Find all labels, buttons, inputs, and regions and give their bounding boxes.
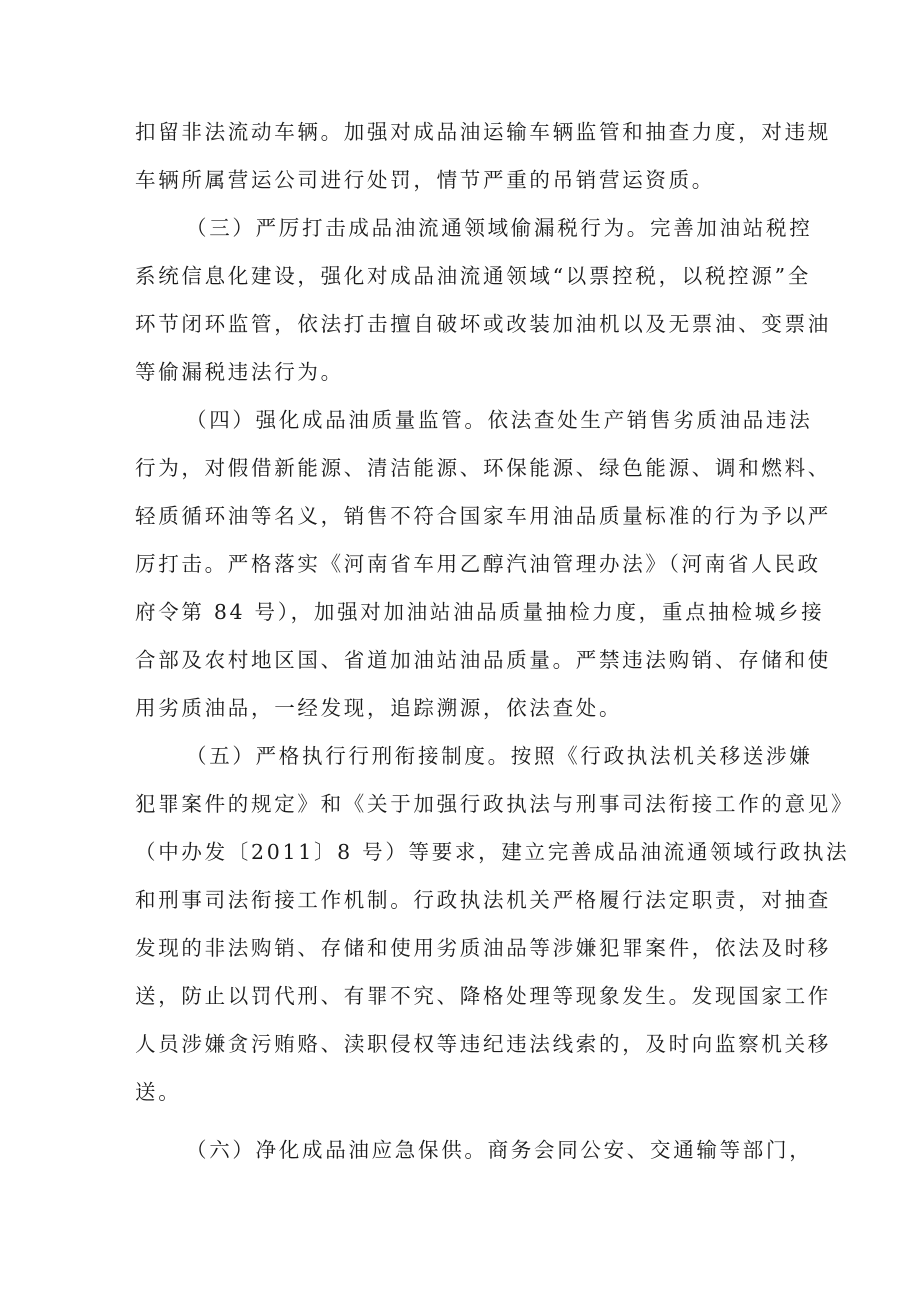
text-line: （四）强化成品油质量监管。依法查处生产销售劣质油品违法: [186, 408, 813, 432]
text-line: 扣留非法流动车辆。加强对成品油运输车辆监管和抽查力度，对违规: [135, 120, 831, 144]
text-line: 车辆所属营运公司进行处罚，情节严重的吊销营运资质。: [135, 168, 715, 192]
text-line: 等偷漏税违法行为。: [135, 360, 344, 384]
text-line: （六）净化成品油应急保供。商务会同公安、交通输等部门，: [186, 1138, 813, 1162]
text-line: 送。: [135, 1080, 182, 1104]
text-line: 环节闭环监管，依法打击擅自破坏或改装加油机以及无票油、变票油: [135, 312, 831, 336]
text-line: （三）严厉打击成品油流通领域偷漏税行为。完善加油站税控: [186, 216, 813, 240]
text-line: 合部及农村地区国、省道加油站油品质量。严禁违法购销、存储和使: [135, 648, 831, 672]
text-line: 府令第 84 号），加强对加油站油品质量抽检力度，重点抽检城乡接: [135, 600, 825, 624]
text-line: 犯罪案件的规定》和《关于加强行政执法与刑事司法衔接工作的意见》: [135, 792, 855, 816]
text-line: 和刑事司法衔接工作机制。行政执法机关严格履行法定职责，对抽查: [135, 888, 831, 912]
text-line: 人员涉嫌贪污贿赂、渎职侵权等违纪违法线索的，及时向监察机关移: [135, 1032, 831, 1056]
text-line: 厉打击。严格落实《河南省车用乙醇汽油管理办法》（河南省人民政: [135, 552, 821, 576]
text-line: 系统信息化建设，强化对成品油流通领域“以票控税，以税控源”全: [135, 264, 811, 288]
text-line: 用劣质油品，一经发现，追踪溯源，依法查处。: [135, 696, 623, 720]
text-line: 行为，对假借新能源、清洁能源、环保能源、绿色能源、调和燃料、: [135, 456, 831, 480]
text-line: 发现的非法购销、存储和使用劣质油品等涉嫌犯罪案件，依法及时移: [135, 936, 831, 960]
text-line: （五）严格执行行刑衔接制度。按照《行政执法机关移送涉嫌: [186, 744, 813, 768]
text-line: （中办发〔2011〕8 号）等要求，建立完善成品油流通领域行政执法: [135, 840, 850, 864]
text-line: 轻质循环油等名义，销售不符合国家车用油品质量标准的行为予以严: [135, 504, 831, 528]
text-line: 送，防止以罚代刑、有罪不究、降格处理等现象发生。发现国家工作: [135, 984, 831, 1008]
